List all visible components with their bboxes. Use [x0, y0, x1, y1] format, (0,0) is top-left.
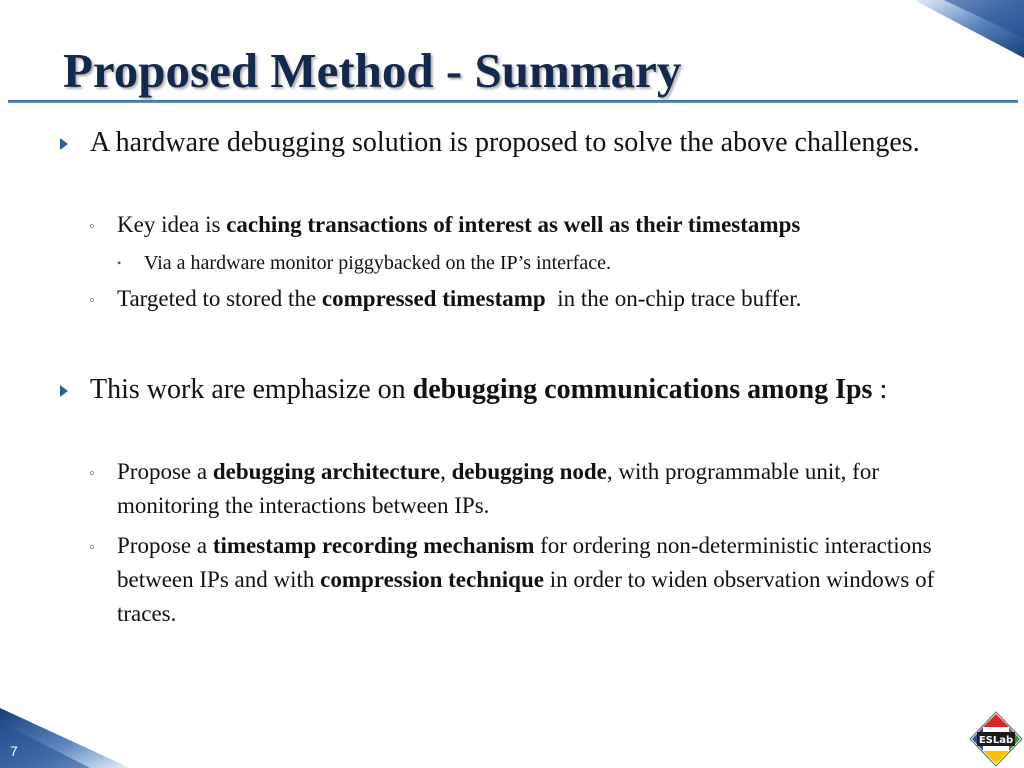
bullet-text: This work are emphasize on	[90, 374, 413, 405]
eslab-logo	[968, 710, 1024, 768]
title-underline	[8, 100, 1018, 103]
subbullet-bold-text-2: compression technique	[320, 567, 544, 592]
slide-title: Proposed Method - Summary	[63, 43, 682, 98]
subbullet-bold-text: timestamp recording mechanism	[212, 533, 535, 558]
triangle-bullet-icon	[58, 137, 70, 151]
subbullet-text-mid: for ordering non-deterministic interactions between IPs and with	[117, 533, 932, 592]
bullet-debugging-communications	[90, 369, 910, 411]
triangle-bullet-icon	[58, 384, 70, 398]
subbullet-key-idea	[117, 208, 987, 242]
subbullet-text: Targeted to stored the	[117, 286, 322, 311]
circle-bullet-icon: ◦	[89, 465, 95, 482]
circle-bullet-icon: ◦	[89, 292, 95, 309]
page-number: 7	[10, 743, 18, 759]
circle-bullet-icon: ◦	[89, 539, 95, 556]
bullet-bold-text: debugging communications among Ips	[412, 374, 873, 405]
subbullet-targeted	[117, 282, 987, 316]
circle-bullet-icon: ◦	[89, 218, 95, 235]
bullet-text-tail: :	[872, 374, 888, 405]
svg-text:ESLab: ESLab	[978, 735, 1014, 746]
subbullet-bold-text-2: debugging node	[451, 459, 607, 484]
bullet-hardware-debugging	[90, 122, 960, 164]
subbullet-bold-text: caching transactions of interest as well as their timestamps	[226, 212, 801, 237]
subbullet-text-tail: in the on-chip trace buffer.	[545, 286, 802, 311]
corner-decoration-top-right	[884, 0, 1024, 62]
subbullet-bold-text: compressed timestamp	[321, 286, 546, 311]
subbullet-text: Propose a	[117, 459, 213, 484]
corner-decoration-bottom-left	[0, 708, 140, 768]
subbullet-bold-text: debugging architecture	[212, 459, 441, 484]
dot-bullet-icon: •	[117, 256, 122, 270]
subbullet-text-tail: in order to widen observation windows of traces.	[117, 567, 935, 626]
subbullet-text: Key idea is	[117, 212, 227, 237]
subbullet-text: Propose a	[117, 533, 213, 558]
subsubbullet-hardware-monitor	[144, 250, 984, 276]
subbullet-text-tail: , with programmable unit, for monitoring the interactions between IPs.	[117, 459, 879, 518]
subbullet-timestamp-recording	[117, 529, 987, 631]
subsubbullet-text: Via a hardware monitor piggybacked on the IP’s interface.	[144, 252, 611, 274]
subbullet-debugging-architecture	[117, 455, 977, 523]
bullet-text: A hardware debugging solution is proposed to solve the above challenges.	[90, 127, 920, 158]
subbullet-text-mid: ,	[440, 459, 452, 484]
